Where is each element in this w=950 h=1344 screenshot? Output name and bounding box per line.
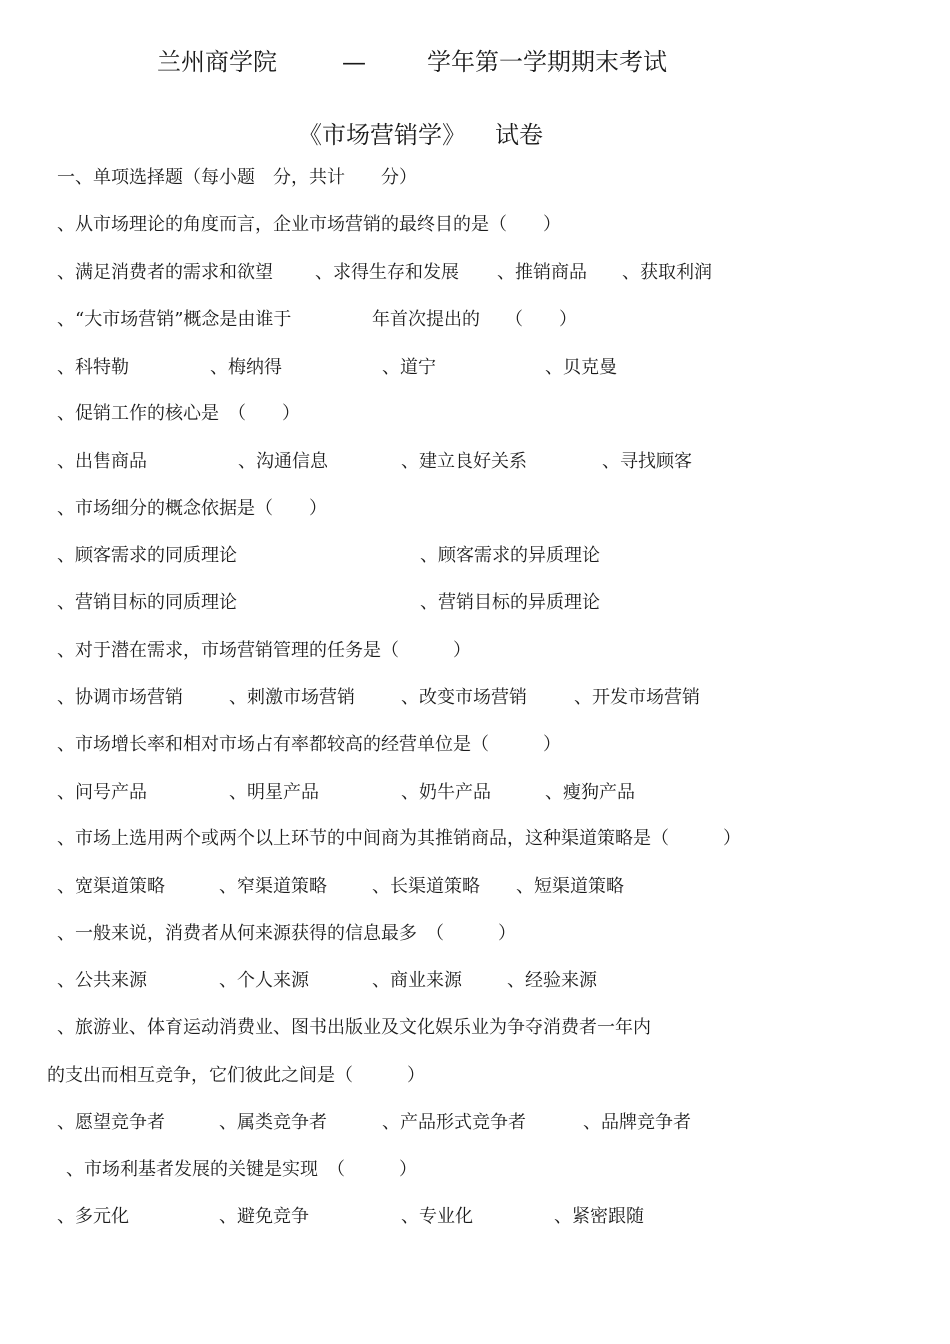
option-b: 、求得生存和发展 <box>315 262 459 283</box>
option-b: 、顾客需求的异质理论 <box>420 545 600 566</box>
school-name: 兰州商学院 <box>157 48 277 76</box>
question-stem: 、市场上选用两个或两个以上环节的中间商为其推销商品，这种渠道策略是（ ） <box>57 828 741 849</box>
answer-blank: （ ） <box>505 309 577 330</box>
option-b: 、明星产品 <box>229 782 319 803</box>
option-b: 、刺激市场营销 <box>229 687 355 708</box>
option-c: 、奶牛产品 <box>401 782 491 803</box>
option-a: 、公共来源 <box>57 970 147 991</box>
option-d: 、营销目标的异质理论 <box>420 592 600 613</box>
option-a: 、顾客需求的同质理论 <box>57 545 237 566</box>
option-d: 、贝克曼 <box>545 357 617 378</box>
course-title: 《市场营销学》 <box>298 121 466 149</box>
option-b: 、沟通信息 <box>238 451 328 472</box>
option-c: 、推销商品 <box>497 262 587 283</box>
question-stem: 、一般来说，消费者从何来源获得的信息最多 （ ） <box>57 923 516 944</box>
option-d: 、紧密跟随 <box>554 1206 644 1227</box>
paper-label: 试卷 <box>495 121 543 149</box>
question-stem: 、市场利基者发展的关键是实现 （ ） <box>66 1159 417 1180</box>
option-b: 、个人来源 <box>219 970 309 991</box>
option-b: 、梅纳得 <box>210 357 282 378</box>
option-b: 、窄渠道策略 <box>219 876 327 897</box>
option-c: 、道宁 <box>382 357 436 378</box>
option-c: 、商业来源 <box>372 970 462 991</box>
question-stem: 、从市场理论的角度而言，企业市场营销的最终目的是（ ） <box>57 214 561 235</box>
question-stem: 、对于潜在需求，市场营销管理的任务是（ ） <box>57 640 471 661</box>
option-d: 、短渠道策略 <box>516 876 624 897</box>
year-dash: — <box>342 48 366 76</box>
question-stem: 、市场增长率和相对市场占有率都较高的经营单位是（ ） <box>57 734 561 755</box>
option-c: 、专业化 <box>401 1206 473 1227</box>
option-c: 、长渠道策略 <box>372 876 480 897</box>
option-a: 、协调市场营销 <box>57 687 183 708</box>
option-a: 、宽渠道策略 <box>57 876 165 897</box>
option-c: 、产品形式竞争者 <box>382 1112 526 1133</box>
option-a: 、多元化 <box>57 1206 129 1227</box>
question-stem: 、市场细分的概念依据是（ ） <box>57 498 327 519</box>
option-d: 、经验来源 <box>507 970 597 991</box>
option-d: 、品牌竞争者 <box>583 1112 691 1133</box>
option-c: 、建立良好关系 <box>401 451 527 472</box>
option-d: 、获取利润 <box>622 262 712 283</box>
section-heading: 一、单项选择题（每小题 分，共计 分） <box>57 167 417 188</box>
question-stem-cont: 的支出而相互竞争，它们彼此之间是（ ） <box>47 1065 425 1086</box>
option-d: 、瘦狗产品 <box>545 782 635 803</box>
question-stem-cont: 年首次提出的 <box>372 309 480 330</box>
option-c: 、营销目标的同质理论 <box>57 592 237 613</box>
exam-term: 学年第一学期期末考试 <box>427 48 667 76</box>
question-stem: 、旅游业、体育运动消费业、图书出版业及文化娱乐业为争夺消费者一年内 <box>57 1017 651 1038</box>
option-a: 、满足消费者的需求和欲望 <box>57 262 273 283</box>
option-a: 、出售商品 <box>57 451 147 472</box>
option-d: 、开发市场营销 <box>574 687 700 708</box>
question-stem: 、“大市场营销”概念是由谁于 <box>57 309 292 330</box>
option-c: 、改变市场营销 <box>401 687 527 708</box>
option-a: 、科特勒 <box>57 357 129 378</box>
option-b: 、属类竞争者 <box>219 1112 327 1133</box>
option-b: 、避免竞争 <box>219 1206 309 1227</box>
option-d: 、寻找顾客 <box>602 451 692 472</box>
option-a: 、愿望竞争者 <box>57 1112 165 1133</box>
option-a: 、问号产品 <box>57 782 147 803</box>
question-stem: 、促销工作的核心是 （ ） <box>57 403 300 424</box>
